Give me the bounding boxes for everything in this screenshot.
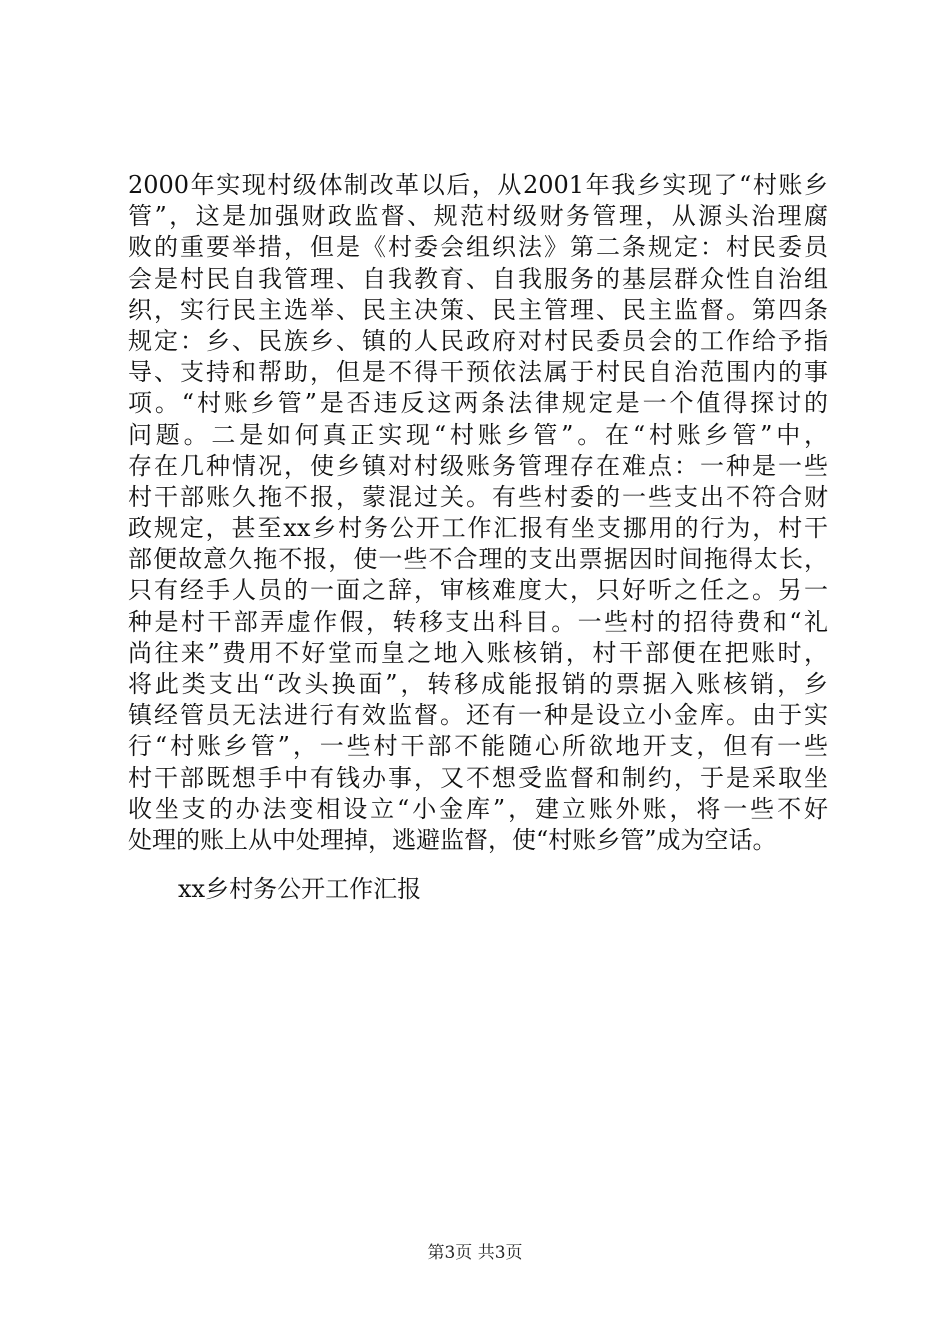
paragraph-line: 镇经管员无法进行有效监督。还有一种是设立小金库。由于实 bbox=[128, 701, 828, 730]
paragraph-line: 导、支持和帮助，但是不得干预依法属于村民自治范围内的事 bbox=[128, 358, 828, 387]
paragraph-line: 村干部既想手中有钱办事，又不想受监督和制约，于是采取坐 bbox=[128, 763, 828, 792]
paragraph-line: 问题。二是如何真正实现“村账乡管”。在“村账乡管”中， bbox=[128, 420, 828, 449]
paragraph-line: 规定：乡、民族乡、镇的人民政府对村民委员会的工作给予指 bbox=[128, 326, 828, 355]
paragraph-line: 存在几种情况，使乡镇对村级账务管理存在难点：一种是一些 bbox=[128, 451, 828, 480]
paragraph-line: 种是村干部弄虚作假，转移支出科目。一些村的招待费和“礼 bbox=[128, 607, 828, 636]
page-footer: 第3页 共3页 bbox=[427, 1243, 523, 1263]
paragraph-line: 部便故意久拖不报，使一些不合理的支出票据因时间拖得太长， bbox=[128, 545, 828, 574]
paragraph-line: 败的重要举措，但是《村委会组织法》第二条规定：村民委员 bbox=[128, 233, 828, 262]
paragraph-line: 村干部账久拖不报，蒙混过关。有些村委的一些支出不符合财 bbox=[128, 482, 828, 511]
paragraph-line: 项。“村账乡管”是否违反这两条法律规定是一个值得探讨的 bbox=[128, 389, 828, 418]
paragraph-line: 将此类支出“改头换面”，转移成能报销的票据入账核销，乡 bbox=[128, 670, 828, 698]
paragraph-line: 尚往来”费用不好堂而皇之地入账核销，村干部便在把账时， bbox=[128, 638, 828, 667]
paragraph-line: 织，实行民主选举、民主决策、民主管理、民主监督。第四条 bbox=[128, 295, 828, 324]
paragraph-line: 管”，这是加强财政监督、规范村级财务管理，从源头治理腐 bbox=[128, 202, 828, 231]
closing-title: xx乡村务公开工作汇报 bbox=[178, 875, 422, 903]
paragraph-line: 政规定，甚至xx乡村务公开工作汇报有坐支挪用的行为，村干 bbox=[128, 514, 828, 543]
body-paragraph bbox=[128, 170, 828, 856]
paragraph-line: 2000年实现村级体制改革以后，从2001年我乡实现了“村账乡 bbox=[128, 171, 828, 199]
paragraph-line: 行“村账乡管”，一些村干部不能随心所欲地开支，但有一些 bbox=[128, 732, 828, 761]
paragraph-line: 会是村民自我管理、自我教育、自我服务的基层群众性自治组 bbox=[128, 264, 828, 293]
paragraph-line: 只有经手人员的一面之辞，审核难度大，只好听之任之。另一 bbox=[128, 576, 828, 605]
paragraph-line: 处理的账上从中处理掉，逃避监督，使“村账乡管”成为空话。 bbox=[128, 825, 777, 854]
paragraph-line: 收坐支的办法变相设立“小金库”，建立账外账，将一些不好 bbox=[128, 794, 828, 823]
